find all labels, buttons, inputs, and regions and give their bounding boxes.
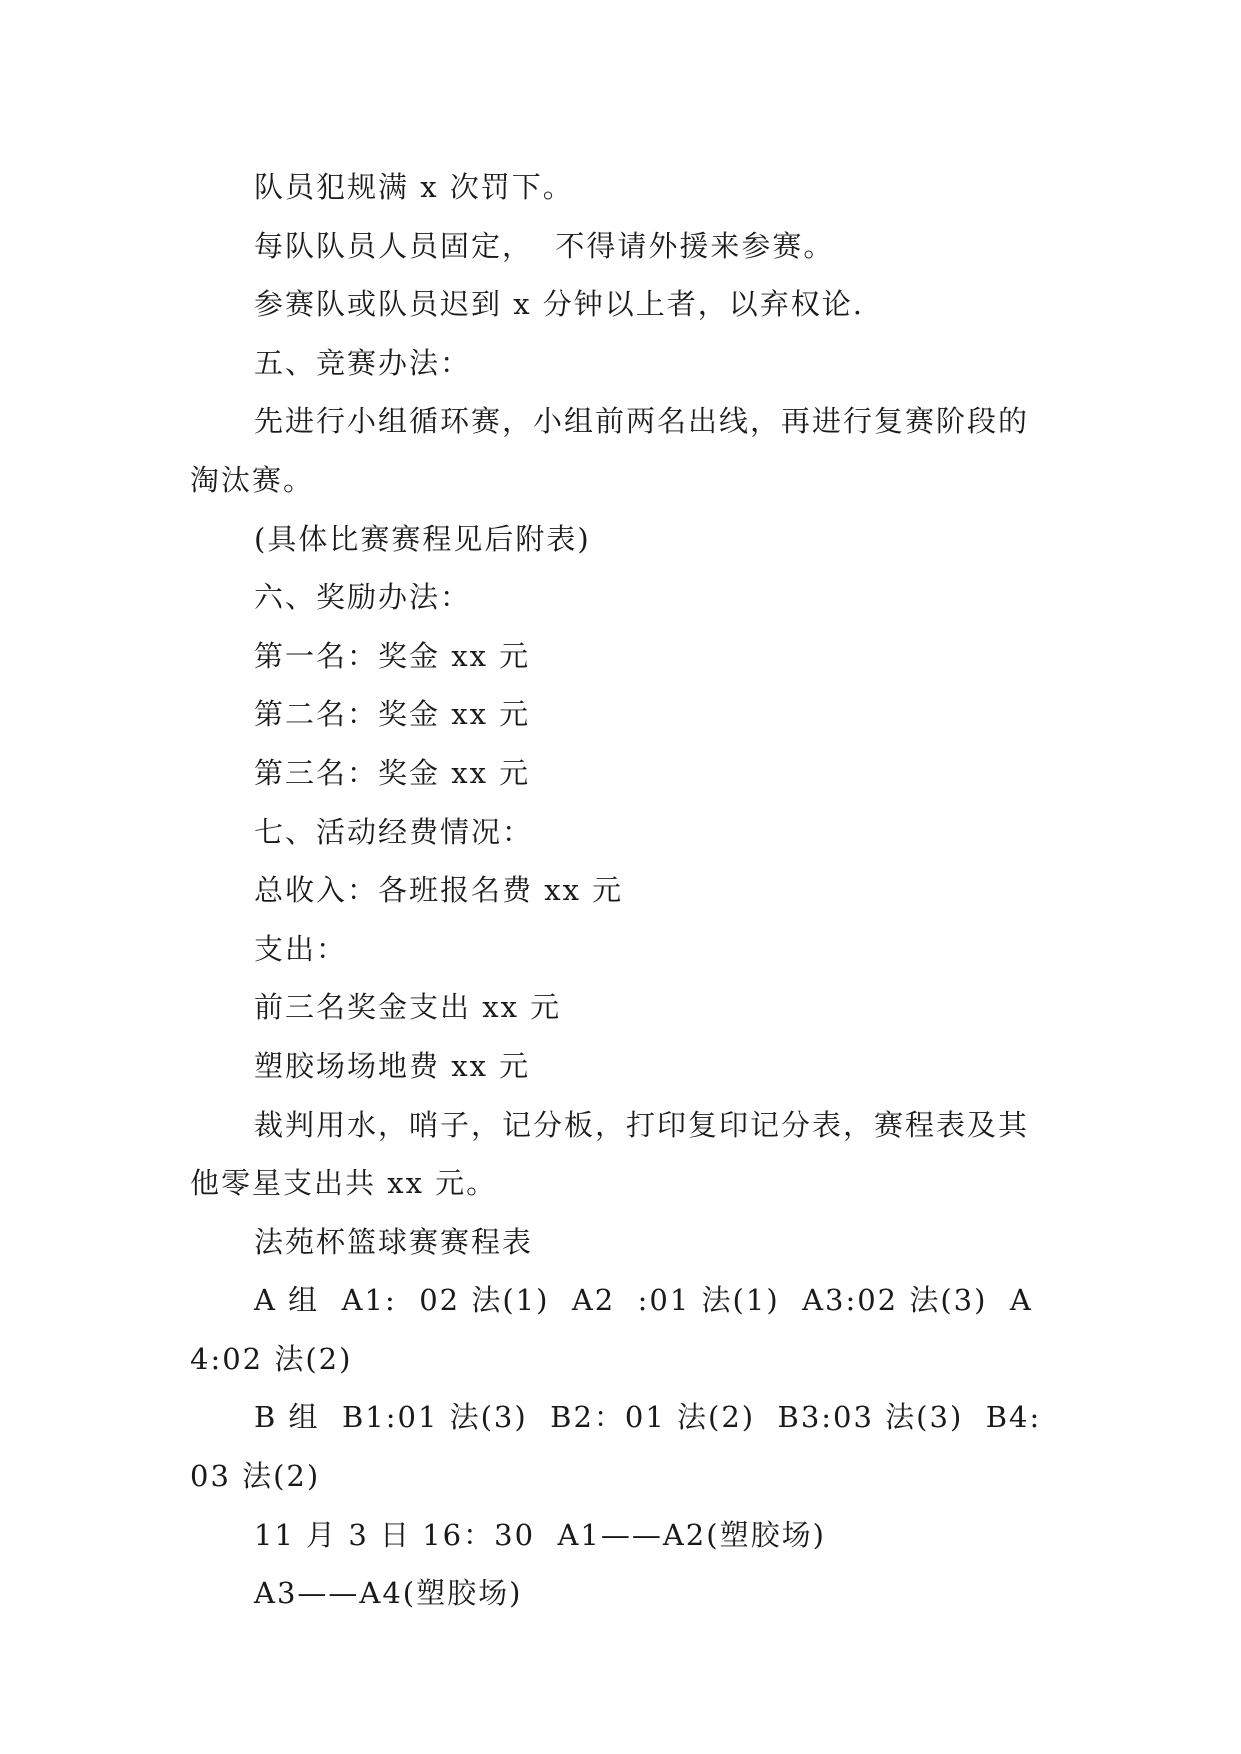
document-body [190, 158, 1052, 1623]
heading-awards: 六、奖励办法： [254, 580, 472, 615]
award-second: 第二名：奖金 xx 元 [254, 697, 531, 732]
schedule-note: (具体比赛赛程见后附表) [254, 521, 591, 556]
group-b-teams: B 组 B1:01 法(3) B2：01 法(2) B3:03 法(3) B4:03 法(2) [190, 1400, 1042, 1494]
match-a3-a4: A3——A4(塑胶场) [254, 1576, 523, 1611]
rule-late-forfeit: 参赛队或队员迟到 x 分钟以上者，以弃权论. [254, 287, 865, 322]
expense-venue: 塑胶场场地费 xx 元 [254, 1048, 531, 1083]
budget-expense-label: 支出： [254, 931, 348, 966]
heading-budget: 七、活动经费情况： [254, 814, 534, 849]
expense-prizes: 前三名奖金支出 xx 元 [254, 990, 562, 1025]
rule-foul-limit: 队员犯规满 x 次罚下。 [254, 170, 574, 204]
competition-method-text: 先进行小组循环赛，小组前两名出线，再进行复赛阶段的淘汰赛。 [190, 404, 1030, 497]
expense-misc: 裁判用水，哨子，记分板，打印复印记分表，赛程表及其他零星支出共 xx 元。 [190, 1107, 1030, 1201]
match-a1-a2: 11 月 3 日 16：30 A1——A2(塑胶场) [254, 1517, 826, 1552]
rule-fixed-roster: 每队队员人员固定， 不得请外援来参赛。 [254, 228, 835, 263]
schedule-title: 法苑杯篮球赛赛程表 [254, 1224, 534, 1259]
budget-income: 总收入：各班报名费 xx 元 [254, 873, 624, 908]
group-a-teams: A 组 A1: 02 法(1) A2 :01 法(1) A3:02 法(3) A4:02 法(2) [190, 1283, 1033, 1376]
heading-competition-method: 五、竞赛办法： [254, 345, 472, 380]
award-third: 第三名：奖金 xx 元 [254, 755, 531, 790]
award-first: 第一名：奖金 xx 元 [254, 638, 531, 673]
